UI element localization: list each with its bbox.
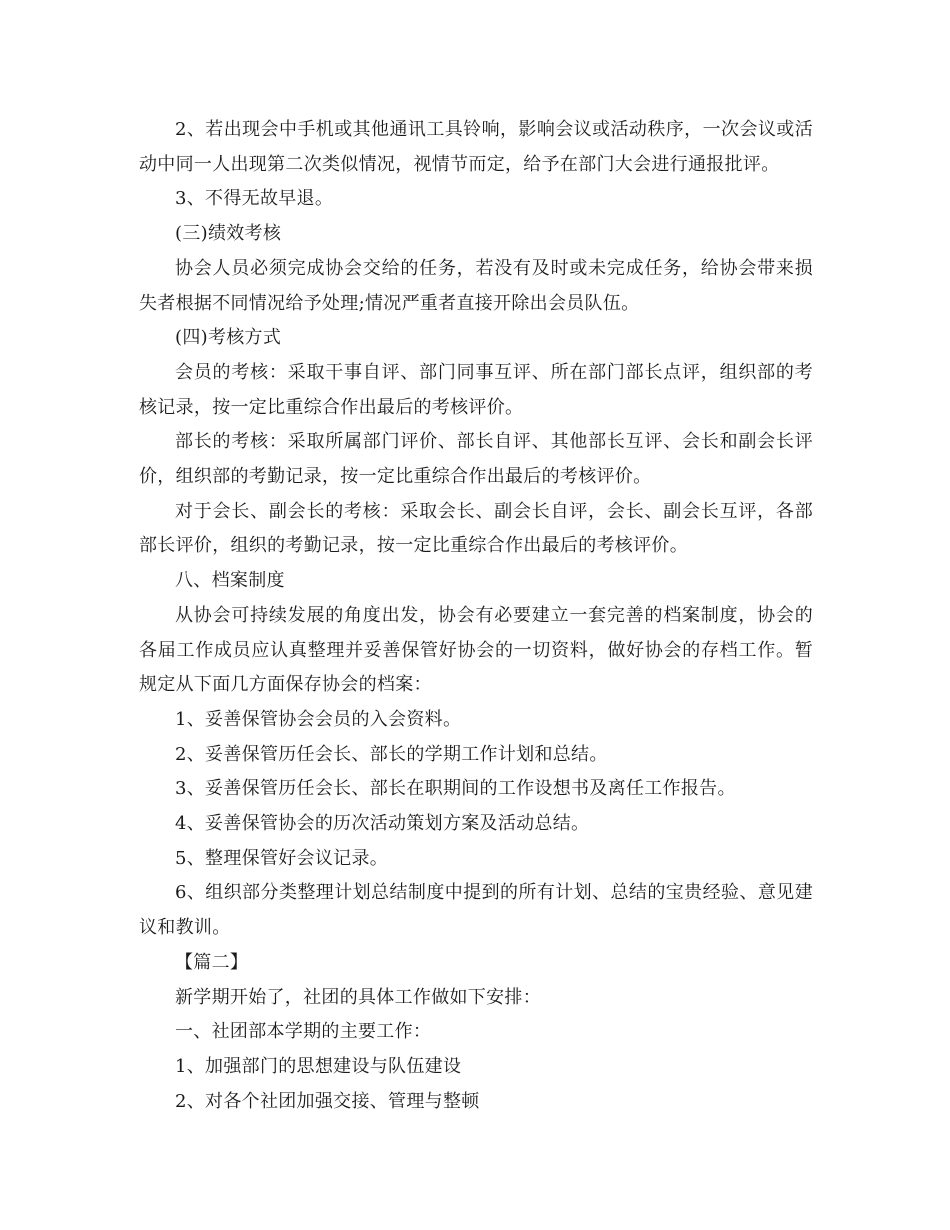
list-item-archive-4: 4、妥善保管协会的历次活动策划方案及活动总结。 bbox=[175, 813, 590, 835]
paragraph-new-semester: 新学期开始了，社团的具体工作做如下安排： bbox=[175, 986, 541, 1008]
heading-archive-system: 八、档案制度 bbox=[175, 570, 285, 592]
paragraph-archive-intro: 从协会可持续发展的角度出发，协会有必要建立一套完善的档案制度，协会的各届工作成员应认真整理并妥善保管好协会的一切资料，做好协会的存档工作。暂规定从下面几方面保存协会的档案： bbox=[139, 604, 813, 696]
paragraph-president-review: 对于会长、副会长的考核：采取会长、副会长自评，会长、副会长互评，各部部长评价，组织的考勤记录，按一定比重综合作出最后的考核评价。 bbox=[139, 500, 813, 557]
list-item-work-1: 1、加强部门的思想建设与队伍建设 bbox=[175, 1055, 462, 1077]
paragraph-rule-2: 2、若出现会中手机或其他通讯工具铃响，影响会议或活动秩序，一次会议或活动中同一人出现第二次类似情况，视情节而定，给予在部门大会进行通报批评。 bbox=[139, 119, 813, 175]
list-item-work-2: 2、对各个社团加强交接、管理与整顿 bbox=[175, 1090, 480, 1112]
paragraph-rule-3: 3、不得无故早退。 bbox=[175, 188, 334, 210]
paragraph-minister-review: 部长的考核：采取所属部门评价、部长自评、其他部长互评、会长和副会长评价，组织部的考勤记录，按一定比重综合作出最后的考核评价。 bbox=[139, 431, 813, 488]
paragraph-performance-review: 协会人员必须完成协会交给的任务，若没有及时或未完成任务，给协会带来损失者根据不同情况给予处理;情况严重者直接开除出会员队伍。 bbox=[139, 257, 813, 314]
list-item-archive-2: 2、妥善保管历任会长、部长的学期工作计划和总结。 bbox=[175, 743, 608, 765]
list-item-archive-3: 3、妥善保管历任会长、部长在职期间的工作设想书及离任工作报告。 bbox=[175, 778, 736, 800]
heading-review-method: (四)考核方式 bbox=[175, 327, 282, 349]
heading-performance-review: (三)绩效考核 bbox=[175, 223, 282, 245]
section-heading-part-two: 【篇二】 bbox=[175, 951, 249, 973]
list-item-archive-1: 1、妥善保管协会会员的入会资料。 bbox=[175, 708, 462, 730]
paragraph-member-review: 会员的考核：采取干事自评、部门同事互评、所在部门部长点评，组织部的考核记录，按一定比重综合作出最后的考核评价。 bbox=[139, 361, 813, 418]
list-item-archive-6: 6、组织部分类整理计划总结制度中提到的所有计划、总结的宝贵经验、意见建议和教训。 bbox=[139, 882, 813, 939]
heading-main-work: 一、社团部本学期的主要工作： bbox=[175, 1021, 432, 1043]
document-body bbox=[139, 113, 813, 1119]
list-item-archive-5: 5、整理保管好会议记录。 bbox=[175, 847, 389, 869]
